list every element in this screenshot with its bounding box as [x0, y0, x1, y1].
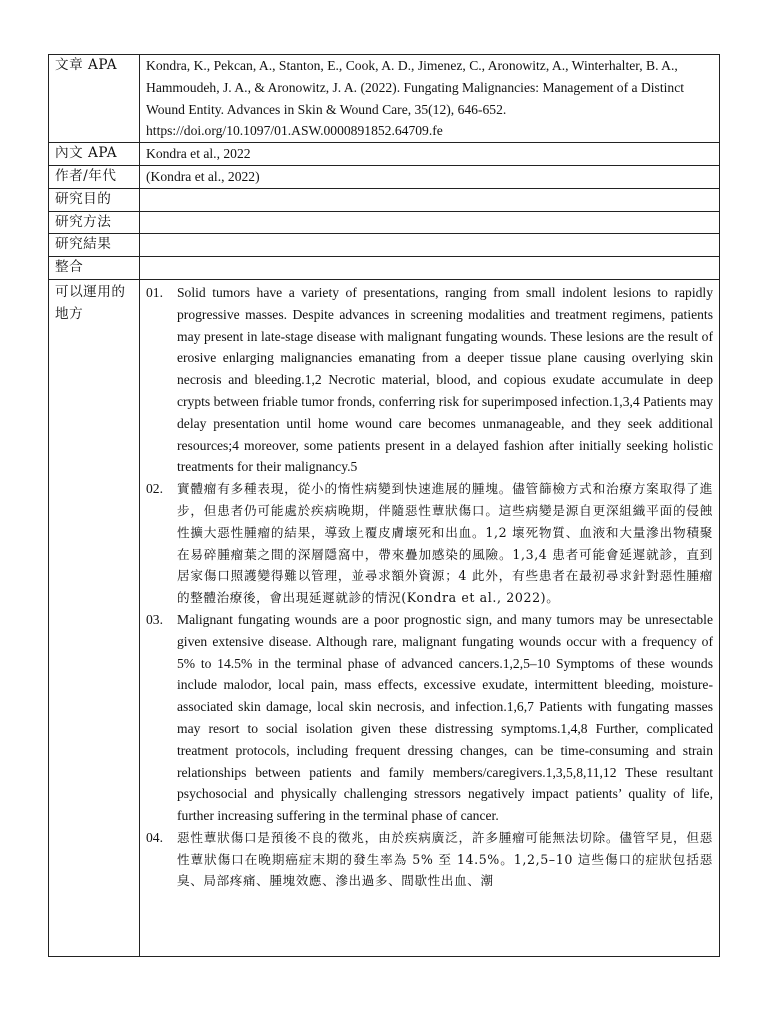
item-number: 02. — [146, 481, 163, 497]
label-applicable: 可以運用的地方 — [49, 279, 140, 956]
row-integration — [49, 257, 720, 280]
item-text: 惡性蕈狀傷口是預後不良的徵兆，由於疾病廣泛，許多腫瘤可能無法切除。儘管罕見，但惡性蕈狀傷口在晚期癌症末期的發生率為 5% 至 14.5%。1,2,5–10 這些傷口的症狀包括惡臭、局部疼痛、腫塊效應、滲出過多、間歇性出血、潮 — [177, 829, 713, 889]
label-research-method: 研究方法 — [49, 211, 140, 234]
value-research-purpose[interactable] — [140, 188, 720, 211]
list-item — [146, 478, 713, 609]
label-research-results: 研究結果 — [49, 234, 140, 257]
list-item — [146, 827, 713, 892]
item-text: Solid tumors have a variety of presentations, ranging from small indolent lesions to rapidly progressive masses. Despite advances in screening modalities and treatment regimens, patients may present in late-stage disease with malignant fungating wounds. These lesions are the result of erosive enlarging malignancies emanating from a deeper tissue plane causing overlying skin necrosis and bleeding.1,2 Necrotic material, blood, and copious exudate accumulate in deep crypts between friable tumor fronds, conferring risk for superimposed infection.1,3,4 Patients may delay presentation until home wound care becomes unmanageable, and they seek additional resources;4 moreover, some patients present in a delayed fashion after initially seeking holistic treatments for their malignancy.5 — [177, 284, 713, 475]
label-research-purpose: 研究目的 — [49, 188, 140, 211]
label-in-text-apa: 內文 APA — [49, 143, 140, 166]
label-integration: 整合 — [49, 257, 140, 280]
list-item — [146, 609, 713, 827]
applicable-content — [140, 279, 720, 956]
label-article-apa: 文章 APA — [49, 55, 140, 143]
value-research-results[interactable] — [140, 234, 720, 257]
value-author-year: (Kondra et al., 2022) — [140, 165, 720, 188]
item-number: 04. — [146, 829, 163, 845]
row-research-purpose — [49, 188, 720, 211]
row-applicable — [49, 279, 720, 956]
applicable-list — [146, 282, 713, 892]
list-item — [146, 282, 713, 478]
row-research-results — [49, 234, 720, 257]
row-author-year — [49, 165, 720, 188]
item-number: 01. — [146, 284, 163, 300]
literature-review-table — [48, 54, 720, 957]
value-integration[interactable] — [140, 257, 720, 280]
row-in-text-apa — [49, 143, 720, 166]
row-research-method — [49, 211, 720, 234]
item-number: 03. — [146, 611, 163, 627]
value-research-method[interactable] — [140, 211, 720, 234]
row-article-apa — [49, 55, 720, 143]
value-in-text-apa: Kondra et al., 2022 — [140, 143, 720, 166]
item-text: Malignant fungating wounds are a poor prognostic sign, and many tumors may be unresectable given extensive disease. Although rare, malignant fungating wounds occur with a frequency of 5% to 14.5% in the terminal phase of advanced cancers.1,2,5–10 Symptoms of these wounds include malodor, local pain, mass effects, excessive exudate, intermittent bleeding, moisture-associated skin damage, local skin necrosis, and infection.1,6,7 Patients with fungating masses may resort to social isolation given these distressing symptoms.1,4,8 Further, complicated treatment protocols, including frequent dressing changes, can be time-consuming and strain relationships between patients and family members/caregivers.1,3,5,8,11,12 These resultant psychosocial and physically challenging stressors negatively impact patients’ quality of life, further increasing suffering in the terminal phase of cancer. — [177, 611, 713, 824]
value-article-apa: Kondra, K., Pekcan, A., Stanton, E., Cook, A. D., Jimenez, C., Aronowitz, A., Winterhalter, B. A., Hammoudeh, J. A., & Aronowitz, J. A. (2022). Fungating Malignancies: Management of a Distinct Wound Entity. Advances in Skin & Wound Care, 35(12), 646-652. https://doi.org/10.1097/01.ASW.0000891852.64709.fe — [140, 55, 720, 143]
item-text: 實體瘤有多種表現，從小的惰性病變到快速進展的腫塊。儘管篩檢方式和治療方案取得了進步，但患者仍可能處於疾病晚期，伴隨惡性蕈狀傷口。這些病變是源自更深組織平面的侵蝕性擴大惡性腫瘤的結果，導致上覆皮膚壞死和出血。1,2 壞死物質、血液和大量滲出物積聚在易碎腫瘤葉之間的深層隱窩中，帶來疊加感染的風險。1,3,4 患者可能會延遲就診，直到居家傷口照護變得難以管理，並尋求額外資源；4 此外，有些患者在最初尋求針對惡性腫瘤的整體治療後，會出現延遲就診的情況(Kondra et al., 2022)。 — [177, 481, 713, 606]
label-author-year: 作者/年代 — [49, 165, 140, 188]
